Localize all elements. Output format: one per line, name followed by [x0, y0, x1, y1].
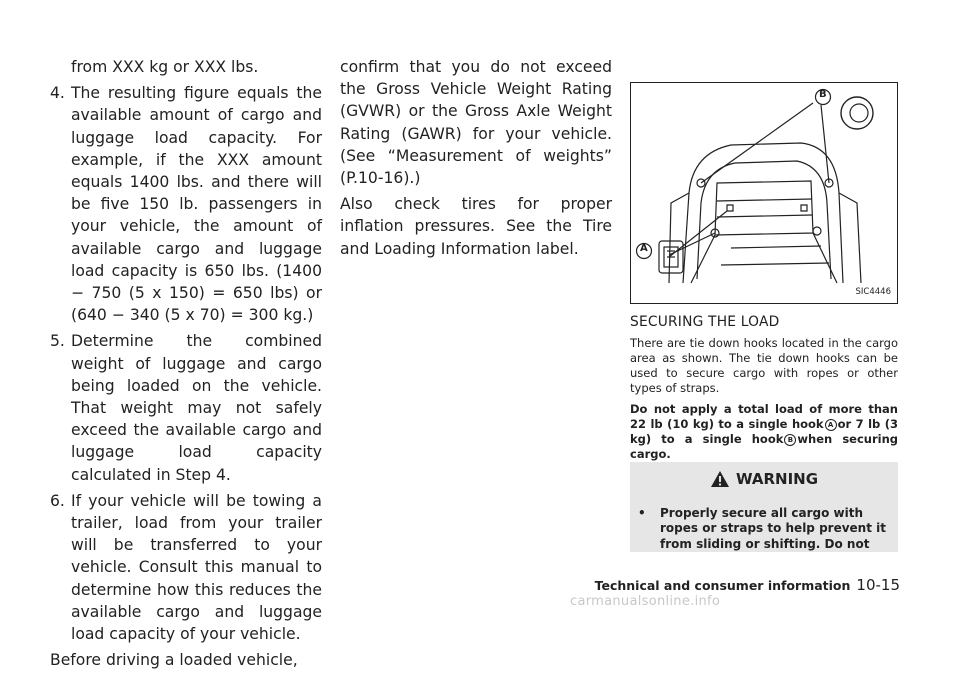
- warning-box: [630, 462, 898, 552]
- closing-text: Before driving a loaded vehicle,: [50, 651, 298, 670]
- step-4: [50, 82, 322, 326]
- warning-item: [638, 506, 890, 552]
- load-limit-text-2: or 7 lb (3 kg) to a single hook: [630, 417, 898, 446]
- step-text: The resulting figure equals the available amount of cargo and luggage load capacity. For example, if the XXX amount equals 1400 lbs. and there will be five 150 lb. passengers in your vehicle, the amount of available cargo and luggage load capacity is 650 lbs. (1400 − 750 (5 x 150) = 650 lbs) or (640 − 340 (5 x 70) = 300 kg.): [71, 84, 322, 325]
- load-limit-text-3: when securing cargo.: [630, 432, 898, 461]
- cargo-area-illustration: [631, 83, 897, 303]
- tire-paragraph: Also check tires for proper inflation pressures. See the Tire and Loading Information label.: [340, 195, 612, 258]
- page-footer: [560, 576, 900, 594]
- hook-a-ref: A: [825, 419, 837, 431]
- callout-label-b: B: [819, 89, 827, 100]
- page-number: 10-15: [856, 576, 900, 594]
- hook-b-ref: B: [784, 434, 796, 446]
- step-text: Determine the combined weight of luggage and cargo being loaded on the vehicle. That weight may not safely exceed the available cargo and luggage load capacity calculated in Step 4.: [71, 332, 322, 484]
- warning-heading: [630, 470, 898, 488]
- securing-load-section: [630, 314, 898, 468]
- cargo-area-figure: [630, 82, 898, 304]
- callout-label-a: A: [640, 243, 648, 254]
- footer-section-name: Technical and consumer information: [594, 578, 851, 593]
- load-limit-note: [630, 402, 898, 462]
- bullet: •: [638, 506, 646, 520]
- section-paragraph: There are tie down hooks located in the cargo area as shown. The tie down hooks can be used to secure cargo with ropes or other types of straps.: [630, 336, 898, 395]
- gvwr-paragraph: confirm that you do not exceed the Gross Vehicle Weight Rating (GVWR) or the Gross Axle Weight Rating (GAWR) for your vehicle. (See “Measurement of weights” (P.10-16).): [340, 58, 612, 188]
- column-left: [50, 56, 322, 675]
- step-number: 6.: [50, 491, 65, 510]
- watermark: carmanualsonline.info: [570, 594, 721, 609]
- section-title: SECURING THE LOAD: [630, 314, 780, 330]
- step-number: 4.: [50, 84, 65, 103]
- warning-title: WARNING: [735, 470, 819, 488]
- column-middle: [340, 56, 612, 264]
- step-text: If your vehicle will be towing a trailer, load from your trailer will be transferred to your vehicle. Consult this manual to determine how this reduces the available cargo and luggage load capacity of your vehicle.: [71, 491, 322, 644]
- warning-triangle-icon: [710, 470, 730, 488]
- intro-text: from XXX kg or XXX lbs.: [71, 58, 259, 76]
- warning-text: Properly secure all cargo with ropes or straps to help prevent it from sliding or shifting. Do not: [660, 506, 886, 551]
- step-6: [50, 490, 322, 645]
- figure-code: SIC4446: [855, 287, 891, 297]
- load-limit-text-1: Do not apply a total load of more than 22 lb (10 kg) to a single hook: [630, 402, 898, 431]
- step-number: 5.: [50, 332, 65, 351]
- step-5: [50, 330, 322, 485]
